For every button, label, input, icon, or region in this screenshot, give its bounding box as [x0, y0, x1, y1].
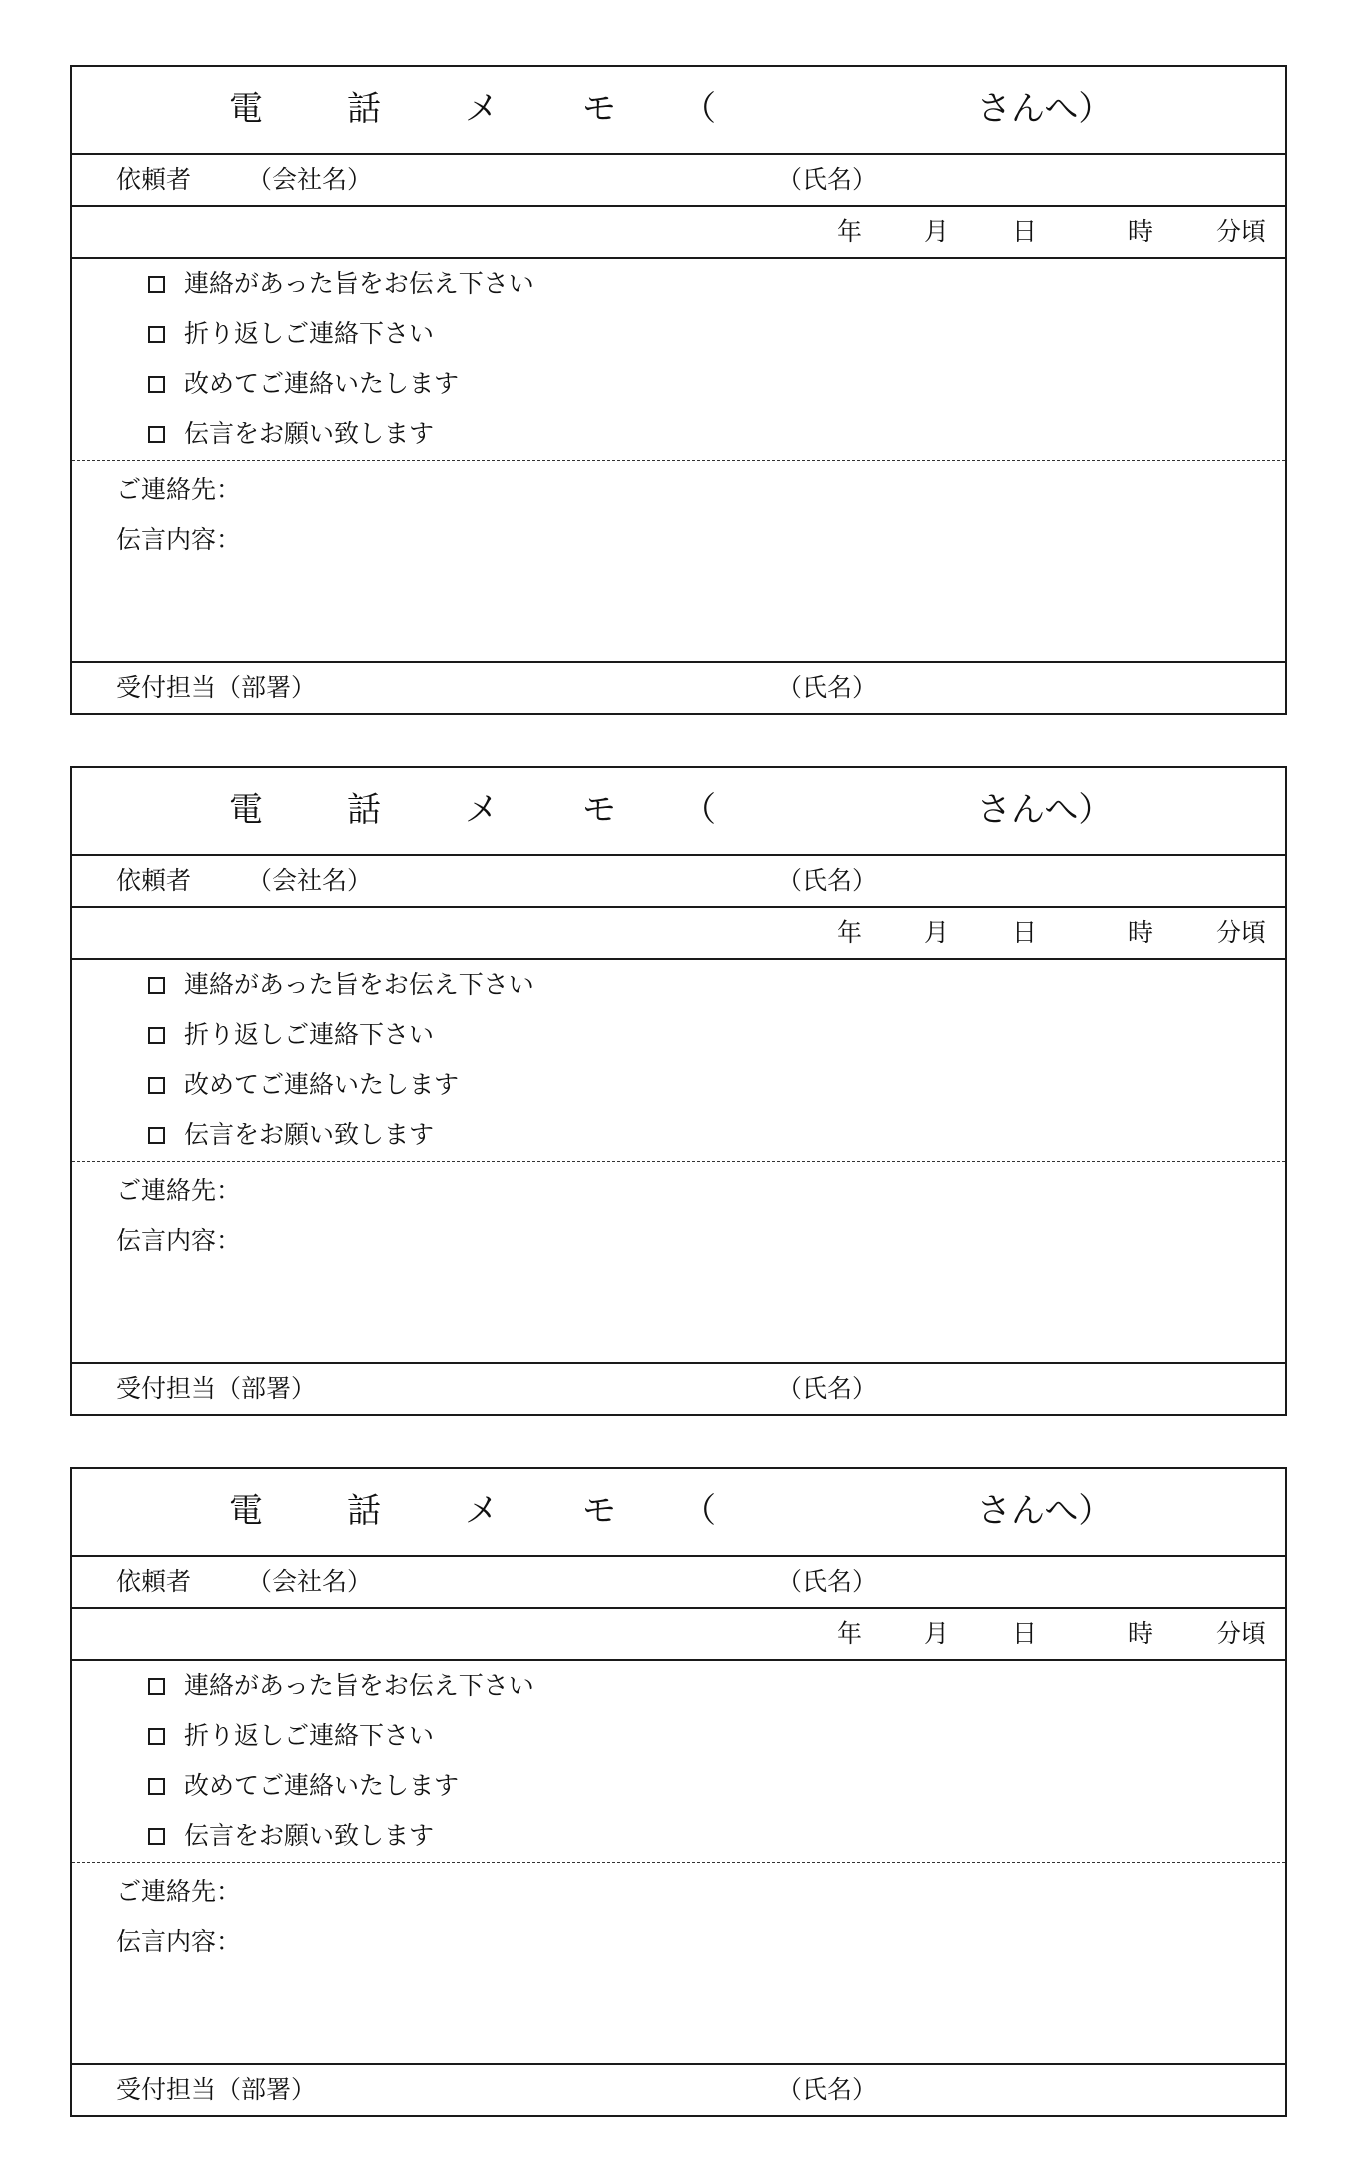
contact-message-row: [72, 1863, 1285, 2065]
checkbox[interactable]: [148, 276, 165, 293]
year-label: 年: [837, 918, 863, 947]
option-item[interactable]: [148, 1067, 459, 1103]
requester-label: 依頼者: [116, 1567, 192, 1596]
checkbox[interactable]: [148, 1077, 165, 1094]
minute-label: 分頃: [1216, 1619, 1267, 1648]
requester-label: 依頼者: [116, 165, 192, 194]
contact-message-row: [72, 461, 1285, 663]
options-row: [72, 1661, 1285, 1863]
option-label: 伝言をお願い致します: [184, 1821, 435, 1850]
datetime-row: [72, 207, 1285, 259]
memo-title-char: モ: [582, 89, 616, 129]
memo-title-row: [72, 67, 1285, 155]
minute-label: 分頃: [1216, 918, 1267, 947]
memo-title-char: 話: [347, 89, 381, 129]
company-label: （会社名）: [247, 866, 373, 895]
checkbox[interactable]: [148, 426, 165, 443]
checkbox[interactable]: [148, 1127, 165, 1144]
requester-label: 依頼者: [116, 866, 192, 895]
option-item[interactable]: [148, 967, 534, 1003]
checkbox[interactable]: [148, 1027, 165, 1044]
option-label: 伝言をお願い致します: [184, 419, 435, 448]
requester-name-label: （氏名）: [777, 165, 878, 194]
memo-title-char: メ: [465, 1491, 499, 1531]
options-row: [72, 960, 1285, 1162]
receiver-department-label: 受付担当（部署）: [116, 673, 317, 702]
memo-title-char: メ: [465, 89, 499, 129]
option-label: 連絡があった旨をお伝え下さい: [184, 269, 534, 298]
day-label: 日: [1012, 918, 1038, 947]
day-label: 日: [1012, 1619, 1038, 1648]
memo-title-open-paren: （: [682, 89, 716, 129]
receiver-row: [72, 2065, 1285, 2115]
checkbox[interactable]: [148, 1828, 165, 1845]
option-item[interactable]: [148, 1117, 434, 1153]
option-label: 改めてご連絡いたします: [184, 369, 460, 398]
requester-row: [72, 856, 1285, 908]
receiver-name-label: （氏名）: [777, 2075, 878, 2104]
option-item[interactable]: [148, 266, 534, 302]
datetime-row: [72, 908, 1285, 960]
checkbox[interactable]: [148, 1778, 165, 1795]
day-label: 日: [1012, 217, 1038, 246]
memo-title-char: 電: [229, 790, 263, 830]
hour-label: 時: [1128, 1619, 1154, 1648]
option-item[interactable]: [148, 1668, 534, 1704]
contact-label: ご連絡先：: [116, 475, 242, 504]
checkbox[interactable]: [148, 1678, 165, 1695]
receiver-name-label: （氏名）: [777, 1374, 878, 1403]
message-label: 伝言内容：: [116, 1226, 242, 1255]
month-label: 月: [924, 1619, 950, 1648]
phone-memo-3: [70, 1467, 1287, 2117]
option-label: 折り返しご連絡下さい: [184, 1020, 435, 1049]
memo-title-recipient-suffix: さんへ）: [977, 790, 1113, 830]
option-label: 連絡があった旨をお伝え下さい: [184, 970, 534, 999]
checkbox[interactable]: [148, 977, 165, 994]
receiver-row: [72, 663, 1285, 713]
option-item[interactable]: [148, 316, 434, 352]
requester-name-label: （氏名）: [777, 1567, 878, 1596]
month-label: 月: [924, 918, 950, 947]
option-item[interactable]: [148, 366, 459, 402]
message-label: 伝言内容：: [116, 525, 242, 554]
checkbox[interactable]: [148, 326, 165, 343]
memo-title-char: 電: [229, 89, 263, 129]
memo-title-char: メ: [465, 790, 499, 830]
receiver-department-label: 受付担当（部署）: [116, 1374, 317, 1403]
option-item[interactable]: [148, 1718, 434, 1754]
hour-label: 時: [1128, 918, 1154, 947]
contact-message-row: [72, 1162, 1285, 1364]
memo-title-char: 話: [347, 1491, 381, 1531]
options-row: [72, 259, 1285, 461]
receiver-department-label: 受付担当（部署）: [116, 2075, 317, 2104]
option-label: 連絡があった旨をお伝え下さい: [184, 1671, 534, 1700]
requester-name-label: （氏名）: [777, 866, 878, 895]
receiver-row: [72, 1364, 1285, 1414]
phone-memo-2: [70, 766, 1287, 1416]
memo-title-row: [72, 1469, 1285, 1557]
memo-title-char: 話: [347, 790, 381, 830]
checkbox[interactable]: [148, 376, 165, 393]
option-label: 折り返しご連絡下さい: [184, 1721, 435, 1750]
year-label: 年: [837, 217, 863, 246]
memo-title-open-paren: （: [682, 790, 716, 830]
company-label: （会社名）: [247, 1567, 373, 1596]
phone-memo-1: [70, 65, 1287, 715]
option-item[interactable]: [148, 416, 434, 452]
memo-title-char: モ: [582, 1491, 616, 1531]
option-label: 改めてご連絡いたします: [184, 1070, 460, 1099]
memo-title-char: 電: [229, 1491, 263, 1531]
memo-title-open-paren: （: [682, 1491, 716, 1531]
requester-row: [72, 1557, 1285, 1609]
option-item[interactable]: [148, 1017, 434, 1053]
memo-title-char: モ: [582, 790, 616, 830]
month-label: 月: [924, 217, 950, 246]
year-label: 年: [837, 1619, 863, 1648]
option-label: 折り返しご連絡下さい: [184, 319, 435, 348]
option-item[interactable]: [148, 1768, 459, 1804]
hour-label: 時: [1128, 217, 1154, 246]
memo-title-row: [72, 768, 1285, 856]
company-label: （会社名）: [247, 165, 373, 194]
option-label: 伝言をお願い致します: [184, 1120, 435, 1149]
memo-title-recipient-suffix: さんへ）: [977, 1491, 1113, 1531]
message-label: 伝言内容：: [116, 1927, 242, 1956]
receiver-name-label: （氏名）: [777, 673, 878, 702]
datetime-row: [72, 1609, 1285, 1661]
contact-label: ご連絡先：: [116, 1176, 242, 1205]
option-label: 改めてご連絡いたします: [184, 1771, 460, 1800]
contact-label: ご連絡先：: [116, 1877, 242, 1906]
memo-title-recipient-suffix: さんへ）: [977, 89, 1113, 129]
checkbox[interactable]: [148, 1728, 165, 1745]
option-item[interactable]: [148, 1818, 434, 1854]
minute-label: 分頃: [1216, 217, 1267, 246]
requester-row: [72, 155, 1285, 207]
